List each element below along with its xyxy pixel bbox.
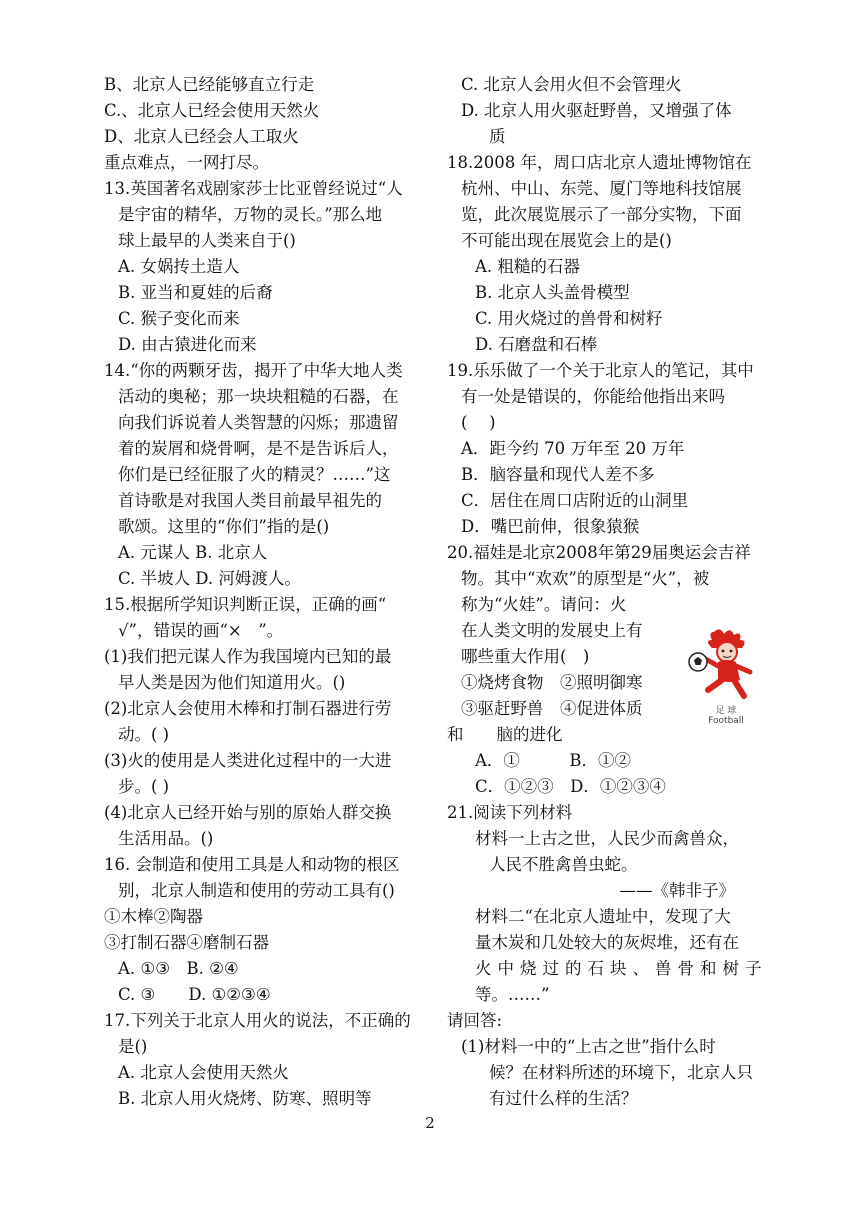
- text-line: 是(): [118, 1037, 148, 1056]
- option-line: D. 北京人用火驱赶野兽，又增强了体: [461, 101, 732, 120]
- text-line: 候？在材料所述的环境下，北京人只: [489, 1063, 753, 1082]
- option-line: C. 用火烧过的兽骨和树籽: [475, 309, 663, 328]
- text-line: 火中烧过的石块、兽骨和树子: [475, 959, 768, 978]
- option-line: A. 女娲抟土造人: [118, 257, 240, 276]
- question-17: 17.下列关于北京人用火的说法，不正确的: [104, 1011, 411, 1030]
- question-15: 15.根据所学知识判断正误，正确的画“: [104, 595, 387, 614]
- material-two: 材料二“在北京人遗址中，发现了大: [475, 907, 731, 926]
- text-line: 早人类是因为他们知道用火。(): [118, 673, 346, 692]
- text-line: 称为“火娃”。请问：火: [461, 595, 627, 614]
- text-line: ①木棒②陶器: [104, 907, 203, 926]
- text-line: D、北京人已经会人工取火: [104, 127, 299, 146]
- text-line: ③打制石器④磨制石器: [104, 933, 269, 952]
- option-line: B. 亚当和夏娃的后裔: [118, 283, 273, 302]
- text-line: 别，北京人制造和使用的劳动工具有(): [118, 881, 395, 900]
- figure-caption: [684, 706, 768, 726]
- text-line: 有过什么样的生活？: [489, 1089, 638, 1108]
- option-line: C. 猴子变化而来: [118, 309, 240, 328]
- text-line: 动。( ): [118, 725, 170, 744]
- answer-prompt: 请回答:: [447, 1011, 503, 1030]
- option-line: A. 元谋人 B. 北京人: [118, 543, 268, 562]
- option-line: A. 粗糙的石器: [475, 257, 580, 276]
- text-line: 质: [489, 127, 506, 146]
- fuwa-huanhuan-football-icon: [684, 626, 768, 704]
- option-line: D. 由古猿进化而来: [118, 335, 257, 354]
- option-line: C. 北京人会用火但不会管理火: [461, 75, 682, 94]
- citation: ——《韩非子》: [619, 881, 735, 900]
- text-line: 和 脑的进化: [447, 725, 563, 744]
- text-line: 首诗歌是对我国人类目前最早祖先的: [118, 491, 382, 510]
- sub-question: (1)材料一中的“上古之世”指什么时: [461, 1037, 716, 1056]
- option-line: D．嘴巴前伸，很象猿猴: [461, 517, 640, 536]
- text-line: C.、北京人已经会使用天然火: [104, 101, 320, 120]
- text-line: ①烧烤食物 ②照明御寒: [461, 673, 643, 692]
- text-line: 不可能出现在展览会上的是(): [461, 231, 672, 250]
- text-line: 哪些重大作用( ): [461, 647, 590, 666]
- text-line: √”，错误的画“× ”。: [118, 621, 284, 640]
- text-line: ( ): [461, 413, 496, 432]
- option-line: D. 石磨盘和石棒: [475, 335, 598, 354]
- text-line: 着的炭屑和烧骨啊，是不是告诉后人，: [118, 439, 399, 458]
- text-line: 生活用品。(): [118, 829, 214, 848]
- text-line: 量木炭和几处较大的灰烬堆，还有在: [475, 933, 739, 952]
- fuwa-huanhuan-figure: [684, 626, 768, 726]
- option-line: C. 半坡人 D. 河姆渡人。: [118, 569, 301, 588]
- text-line: ③驱赶野兽 ④促进体质: [461, 699, 643, 718]
- option-line: A. 北京人会使用天然火: [118, 1063, 289, 1082]
- question-20: 20.福娃是北京2008年第29届奥运会吉祥: [447, 543, 751, 562]
- text-line: 览，此次展览展示了一部分实物，下面: [461, 205, 742, 224]
- page-number: 2: [425, 1114, 435, 1132]
- question-21: 21.阅读下列材料: [447, 803, 573, 822]
- option-line: C. ③ D. ①②③④: [118, 985, 271, 1004]
- material-one: 材料一上古之世，人民少而禽兽众，: [475, 829, 739, 848]
- question-18: 18.2008 年，周口店北京人遗址博物馆在: [447, 153, 752, 172]
- option-line: C．居住在周口店附近的山洞里: [461, 491, 689, 510]
- option-line: A．① B．①②: [475, 751, 632, 770]
- sub-question: (4)北京人已经开始与别的原始人群交换: [104, 803, 392, 822]
- section-heading: 重点难点，一网打尽。: [104, 153, 269, 172]
- question-16: 16. 会制造和使用工具是人和动物的根区: [104, 855, 400, 874]
- text-line: 你们是已经征服了火的精灵？……”这: [118, 465, 391, 484]
- text-line: 在人类文明的发展史上有: [461, 621, 643, 640]
- question-14: 14.“你的两颗牙齿，揭开了中华大地人类: [104, 361, 403, 380]
- option-line: B．脑容量和现代人差不多: [461, 465, 655, 484]
- text-line: 等。……”: [475, 985, 550, 1004]
- text-line: 球上最早的人类来自于(): [118, 231, 296, 250]
- left-column: [104, 72, 422, 1112]
- text-line: 活动的奥秘；那一块块粗糙的石器，在: [118, 387, 399, 406]
- sub-question: (1)我们把元谋人作为我国境内已知的最: [104, 647, 392, 666]
- right-column: [447, 72, 768, 1112]
- option-line: B. 北京人头盖骨模型: [475, 283, 630, 302]
- option-line: A．距今约 70 万年至 20 万年: [461, 439, 685, 458]
- text-line: 物。其中“欢欢”的原型是“火”，被: [461, 569, 710, 588]
- text-line: 杭州、中山、东莞、厦门等地科技馆展: [461, 179, 742, 198]
- option-line: A. ①③ B. ②④: [118, 959, 239, 978]
- text-line: 人民不胜禽兽虫蛇。: [489, 855, 638, 874]
- option-line: C．①②③ D．①②③④: [475, 777, 666, 796]
- text-line: B、北京人已经能够直立行走: [104, 75, 315, 94]
- figure-caption-cn: 足 球: [715, 706, 737, 716]
- question-13: 13.英国著名戏剧家莎士比亚曾经说过“人: [104, 179, 403, 198]
- figure-caption-en: Football: [708, 716, 744, 726]
- sub-question: (2)北京人会使用木棒和打制石器进行劳: [104, 699, 392, 718]
- text-line: 向我们诉说着人类智慧的闪烁；那遗留: [118, 413, 399, 432]
- question-19: 19.乐乐做了一个关于北京人的笔记，其中: [447, 361, 754, 380]
- sub-question: (3)火的使用是人类进化过程中的一大进: [104, 751, 392, 770]
- text-line: 步。( ): [118, 777, 170, 796]
- text-line: 是宇宙的精华，万物的灵长。”那么地: [118, 205, 383, 224]
- text-line: 歌颂。这里的“你们”指的是(): [118, 517, 330, 536]
- text-line: 有一处是错误的，你能给他指出来吗: [461, 387, 725, 406]
- option-line: B. 北京人用火烧烤、防寒、照明等: [118, 1089, 372, 1108]
